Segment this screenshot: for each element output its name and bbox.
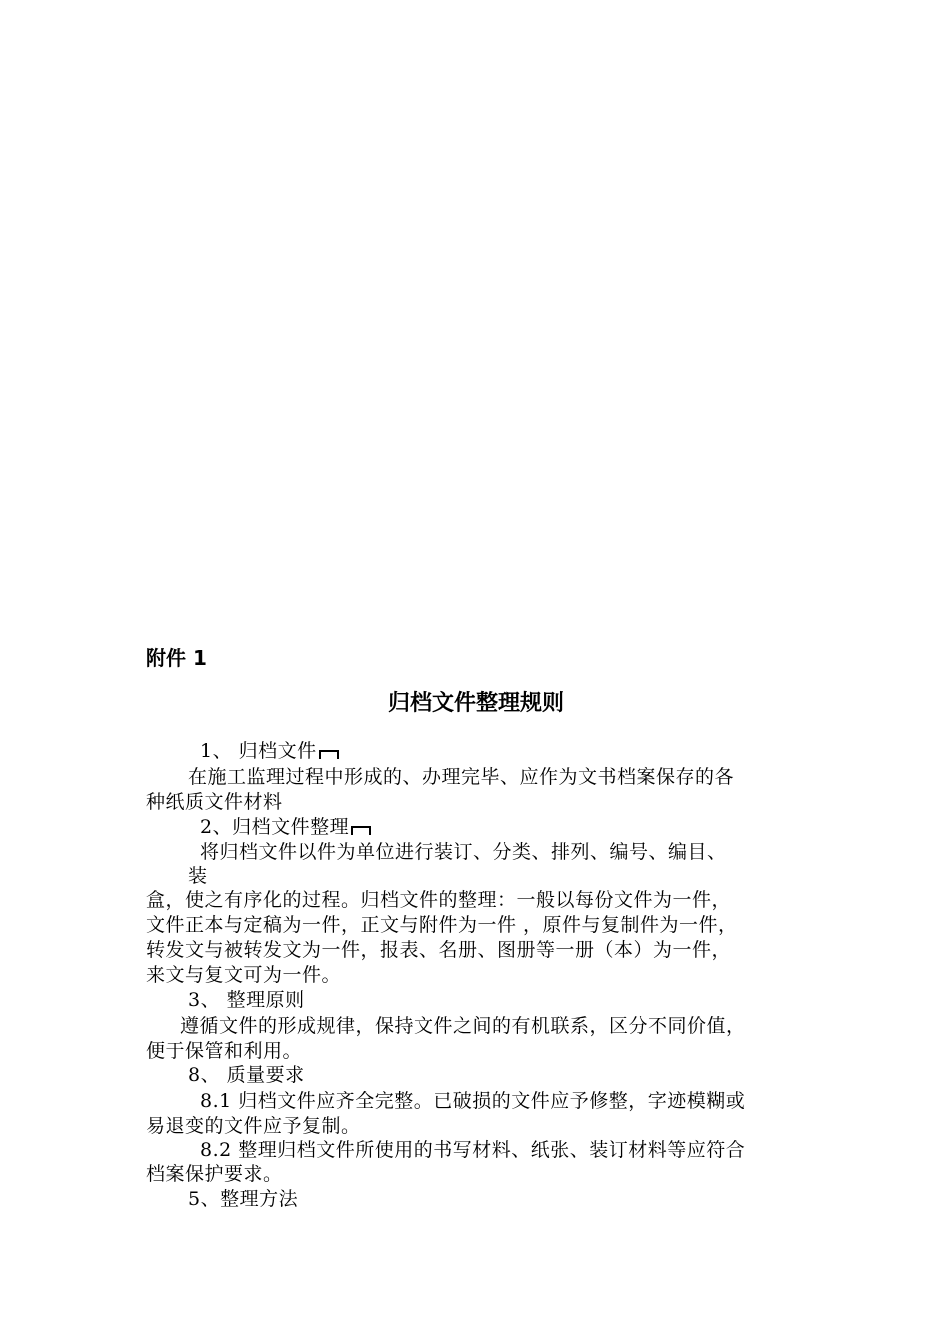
- paragraph-line: 文件正本与定稿为一件，正文与附件为一件 ，原件与复制件为一件，: [146, 914, 738, 936]
- bracket-mark-icon: [351, 826, 371, 835]
- paragraph-line: 转发文与被转发文为一件，报表、名册、图册等一册（本）为一件，: [146, 939, 732, 961]
- paragraph-line: 8.2 整理归档文件所使用的书写材料、纸张、装订材料等应符合: [200, 1139, 746, 1161]
- paragraph-line: 遵循文件的形成规律，保持文件之间的有机联系，区分不同价值，: [180, 1015, 746, 1037]
- paragraph-line: 将归档文件以件为单位进行装订、分类、排列、编号、编目、: [200, 841, 727, 863]
- paragraph-line: 在施工监理过程中形成的、办理完毕、应作为文书档案保存的各: [188, 766, 735, 788]
- attachment-label: 附件 1: [146, 646, 207, 670]
- section-heading: 8、 质量要求: [188, 1064, 305, 1086]
- section-heading: [200, 815, 371, 839]
- document-title: 归档文件整理规则: [388, 691, 565, 716]
- paragraph-line: 档案保护要求。: [146, 1163, 283, 1185]
- section-heading: [200, 739, 339, 763]
- section-heading-text: 2、归档文件整理: [200, 816, 350, 838]
- paragraph-line: 种纸质文件材料: [146, 791, 283, 813]
- paragraph-line: 盒，使之有序化的过程。归档文件的整理：一般以每份文件为一件，: [146, 889, 732, 911]
- section-heading: 5、整理方法: [188, 1188, 299, 1210]
- paragraph-line: 便于保管和利用。: [146, 1040, 303, 1062]
- paragraph-line: 装: [188, 865, 208, 887]
- bracket-mark-icon: [319, 750, 339, 759]
- paragraph-line: 易退变的文件应予复制。: [146, 1115, 361, 1137]
- paragraph-line: 来文与复文可为一件。: [146, 964, 342, 986]
- paragraph-line: 8.1 归档文件应齐全完整。已破损的文件应予修整，字迹模糊或: [200, 1090, 746, 1112]
- section-heading: 3、 整理原则: [188, 989, 305, 1011]
- section-heading-text: 1、 归档文件: [200, 740, 317, 762]
